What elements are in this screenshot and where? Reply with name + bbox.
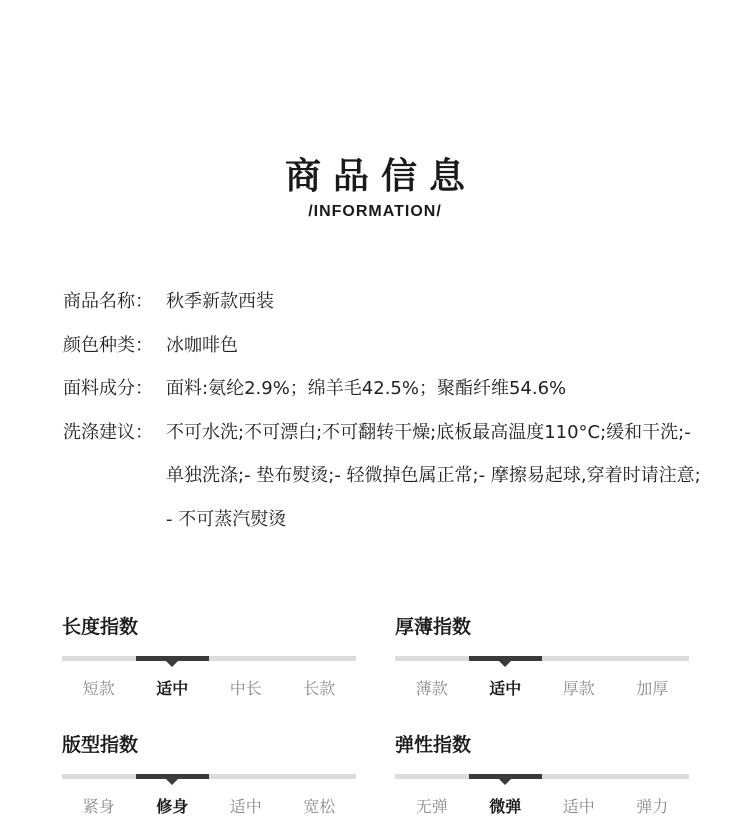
info-label: 颜色种类： [63,334,153,356]
info-row-color [63,324,703,368]
index-option: 微弹 [489,797,522,816]
index-pointer [499,661,511,667]
index-options [62,676,356,699]
index-options [395,794,689,817]
index-option: 适中 [156,679,189,698]
index-title: 长度指数 [62,616,139,638]
info-value: 秋季新款西装 [166,291,274,312]
index-title: 版型指数 [62,734,139,756]
index-option: 弹力 [636,797,669,816]
index-option: 无弹 [415,797,448,816]
info-label: 洗涤建议： [63,421,153,443]
info-value: 冰咖啡色 [166,334,238,356]
thickness-index [395,612,689,699]
index-option: 修身 [156,797,189,816]
info-row-care [63,411,703,542]
index-track [62,656,356,661]
index-option: 宽松 [303,797,336,816]
index-pointer [166,779,178,785]
fit-index [62,730,356,817]
info-value: 面料:氨纶2.9%；绵羊毛42.5%；聚酯纤维54.6% [166,378,567,399]
index-option: 适中 [229,797,262,816]
elasticity-index [395,730,689,817]
index-options [62,794,356,817]
index-option: 紧身 [82,797,115,816]
page-subtitle: /INFORMATION/ [308,203,442,220]
index-title: 弹性指数 [395,734,472,756]
index-track [395,656,689,661]
index-option: 长款 [303,679,336,698]
index-option: 适中 [489,679,522,698]
product-info-list [63,280,703,541]
index-options [395,676,689,699]
index-option: 薄款 [415,679,448,698]
index-option: 加厚 [636,679,669,698]
index-track [62,774,356,779]
index-option: 短款 [82,679,115,698]
index-track [395,774,689,779]
info-row-material [63,367,703,411]
index-option: 中长 [229,679,262,698]
info-value: 不可水洗;不可漂白;不可翻转干燥;底板最高温度110°C;缓和干洗;- 单独洗涤;- 垫布熨烫;- 轻微掉色属正常;- 摩擦易起球,穿着时请注意;- 不可蒸汽熨烫 [166,421,701,530]
info-row-name [63,280,703,324]
page-title: 商品信息 [284,156,477,197]
info-label: 面料成分： [63,378,153,399]
info-label: 商品名称： [63,291,153,312]
index-pointer [499,779,511,785]
index-pointer [166,661,178,667]
index-option: 厚款 [562,679,595,698]
index-title: 厚薄指数 [395,616,472,638]
length-index [62,612,356,699]
index-option: 适中 [562,797,595,816]
